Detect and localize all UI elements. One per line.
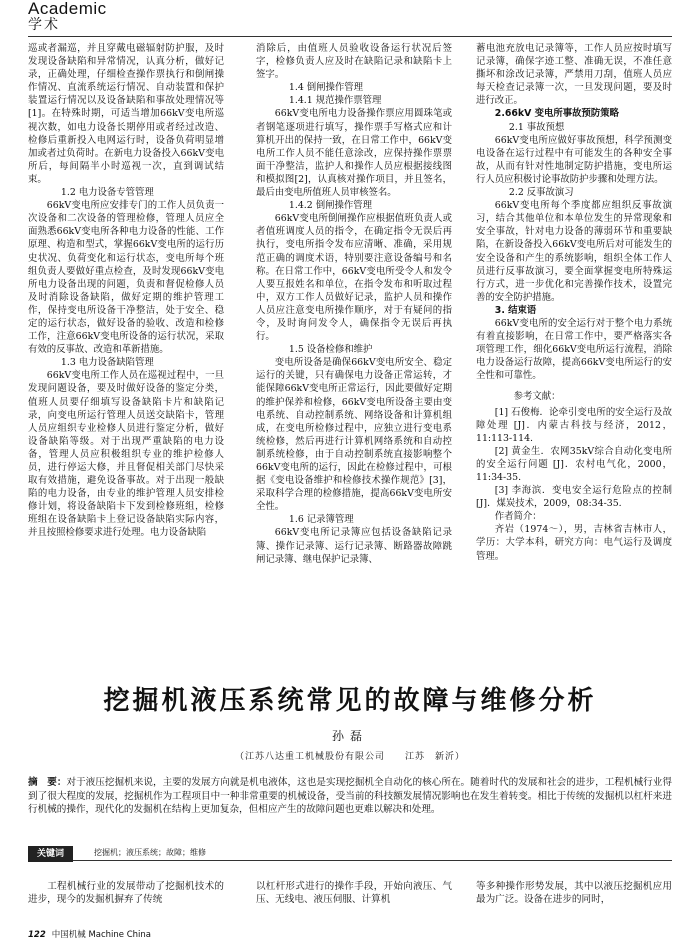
section-heading: 2.2 反事故演习: [508, 187, 574, 199]
abstract: [28, 776, 672, 817]
paragraph: 消除后，由值班人员验收设备运行状况后签字，检修负责人应及时在缺陷记录和缺陷卡上签字。: [256, 43, 452, 81]
column-2: [256, 42, 452, 566]
reference-item: [2] 黄金生．农网35kV综合自动化变电所的安全运行问题 [J]．农村电气化，2000，11:34-35.: [476, 445, 672, 483]
column-3: [476, 42, 672, 563]
body-column-1: [28, 880, 224, 906]
body-text: 工程机械行业的发展带动了挖掘机技术的进步，现今的发掘机摒弃了传统: [28, 881, 224, 906]
paragraph: 66kV变电所应做好事故预想，科学预测变电设备在运行过程中有可能发生的各种安全事故，从而有针对性地制定防护措施，变电所运行人员应积极讨论事故防护步骤和处理方法。: [476, 134, 672, 185]
reference-item: [1] 石俊梅．论牵引变电所的安全运行及故障处理 [J]．内蒙古科技与经济，2012，11:113-114.: [476, 406, 672, 444]
section-heading: 1.5 设备检修和维护: [288, 344, 373, 356]
reference-item: [3] 李海滨．变电安全运行危险点的控制 [J]．煤炭技术，2009，08:34-35.: [476, 485, 672, 510]
article-title: 挖掘机液压系统常见的故障与维修分析: [103, 686, 597, 716]
article-affiliation: （江苏八达重工机械股份有限公司 江苏 新沂）: [234, 752, 465, 762]
keywords-row: [28, 846, 672, 861]
keywords-label: 关键词: [28, 846, 73, 862]
paragraph: 66kV变电所工作人员在巡视过程中，一旦发现问题设备，要及时做好设备的鉴定分类，值班人员要仔细填写设备缺陷卡片和缺陷记录，向变电所运行管理人员送交缺陷卡，管理人员应组织专业检修人员进行鉴定分析，做好设备缺陷等级。对于出现严重缺陷的电力设备，管理人员应积极组织专业的维护检修人员，进行停运大修，并且督促相关部门尽快采取有效措施，避免设备事故。对于出现一般缺陷的电力设备，由专业的维护管理人员安排检修计划，将设备缺陷卡下发到检修班组，检修班组在设备缺陷卡上登记设备缺陷实际内容，并且按照检修要求进行处理。电力设备缺陷: [28, 370, 224, 539]
section-heading: 2.1 事故预想: [508, 121, 565, 133]
paragraph: 66kV变电所记录簿应包括设备缺陷记录簿、操作记录簿、运行记录簿、断路器故障跳闸记录簿、继电保护记录簿、: [256, 527, 452, 565]
body-text: 等多种操作形势发展，其中以液压挖掘机应用最为广泛。设备在进步的同时，: [476, 881, 672, 906]
paragraph: 66kV变电所倒闸操作应根据值班负责人或者值班调度人员的指令，在确定指令无误后再执行，变电所指令发布应清晰、准确，采用规范正确的调度术语，特别要注意设备编号和名称。在日常工作中，66kV变电所受令人和发令人要互报姓名和单位，在指令发布和听取过程中，双方工作人员做好记录，监护人员和操作人员应注意变电所操作顺序，对于有疑问的指令，及时询问发令人，确保指令无误后再执行。: [256, 213, 452, 343]
paragraph: 变电所设备是确保66kV变电所安全、稳定运行的关键，只有确保电力设备正常运转，才能保障66kV变电所正常运行，因此要做好定期的维护保养和检修，66kV变电所设备主要由变电系统、自动控制系统、网络设备和计算机组成，在变电所检修过程中，应独立进行变电系统检修，然后再进行计算机网络系统和自动控制系统检修，由于自动控制系统直接影响整个66kV变电所的运行，因此在检修过程中，可根据《变电设备维护和检修技术操作规范》[3]，采取科学合理的检修措施，提高66kV变电所安全性。: [256, 357, 452, 513]
journal-header: [28, 0, 107, 33]
abstract-label: 摘 要：: [28, 777, 67, 788]
page-number: 122: [28, 930, 46, 940]
brand-title: Academic: [28, 0, 107, 18]
body-text: 以杠杆形式进行的操作手段，开始向液压、气压、无线电、液压伺服、计算机: [256, 881, 452, 906]
author-intro-label: 作者简介：: [494, 511, 542, 523]
paragraph: 蓄电池充放电记录簿等，工作人员应按时填写记录簿，确保字迹工整、准确无误，不准任意撕坏和涂改记录簿，严禁用刀刮，值班人员应每天检查记录簿一次，一旦发现问题，要及时进行改正。: [476, 43, 672, 107]
body-column-2: [256, 880, 452, 906]
paragraph: 巡或者漏巡，并且穿戴电磁辐射防护服，及时发现设备缺陷和异常情况，认真分析，做好记录，正确处理，仔细检查操作票执行和倒闸操作情况、直流系统运行情况、自动装置和保护装置运行情况以及设备缺陷和事故处理情况等[1]。在特殊时期，可适当增加66kV变电所巡视次数，如电力设备长期停用或者经过改造、检修后重新投入电网运行时，设备负荷明显增加或者过负荷时。在新电力设备投入66kV变电所后，每间隔半小时巡视一次，直到调试结束。: [28, 43, 224, 185]
paragraph: 66kV变电所的安全运行对于整个电力系统有着直接影响，在日常工作中，要严格落实各项管理工作，细化66kV变电所运行流程，消除电力设备运行故障，提高66kV变电所运行的安全性和可靠性。: [476, 317, 672, 382]
section-heading: 2.66kV 变电所事故预防策略: [494, 108, 620, 120]
paragraph: 66kV变电所应安排专门的工作人员负责一次设备和二次设备的管理检修，管理人员应全面熟悉66kV变电所各种电力设备的性能、工作原理、构造和型式，掌握66kV变电所的运行历史状况、负荷变化和运行状态，变电所每个班组负责人要做好重点检查，及时发现66kV变电所电力设备出现的问题，负责和督促检修人员及时消除设备缺陷，做好定期的维护管理工作，保持变电所设备干净整洁，处于安全、稳定的运行状态，做好设备的验收、改造和检修工作，注意66kV变电所设备的运行状况，采取有效的反事故、改造和革新措施。: [28, 200, 224, 356]
section-heading: 1.3 电力设备缺陷管理: [60, 357, 154, 369]
column-1: [28, 42, 224, 540]
section-heading: 1.2 电力设备专管管理: [60, 187, 154, 199]
keywords-text: 挖掘机；液压系统；故障；维修: [94, 848, 206, 857]
journal-name: 中国机械 Machine China: [51, 930, 152, 940]
brand-subtitle: 学术: [28, 17, 60, 33]
article-author: 孙磊: [331, 729, 368, 743]
section-heading: 1.4.1 规范操作票管理: [288, 95, 382, 107]
body-column-3: [476, 880, 672, 906]
section-heading: 1.6 记录簿管理: [288, 514, 354, 526]
section-heading: 1.4.2 倒闸操作管理: [288, 200, 372, 212]
paragraph: 66kV变电所电力设备操作票应用圆珠笔或者钢笔逐项进行填写，操作票手写格式应和计算机开出的保持一致，在日常工作中，66kV变电所工作人员不能任意涂改，应保持操作票票面干净整洁，监护人和操作人员应根据接线图和模拟图[2]，认真核对操作项目，并且签名，最后由变电所值班人员审核签名。: [256, 108, 452, 199]
page-footer: [28, 928, 151, 940]
abstract-text: 对于液压挖掘机来说，主要的发展方向就是机电液体，这也是实现挖掘机全自动化的核心所在。随着时代的发展和社会的进步，工程机械行业得到了很大程度的发展，挖掘机作为工程项目中一种非常重要的机械设备，受当前的科技额发展情况影响也在发生着转变。相比于传统的发掘机以杠杆来进行机械的操作，现代化的发掘机在结构上更加复杂，但相应产生的故障问题也更难以解决和处理。: [28, 777, 673, 815]
header-divider: [28, 36, 672, 37]
author-intro-text: 齐岩（1974～），男，吉林省吉林市人，学历：大学本科，研究方向：电气运行及调度管理。: [476, 524, 672, 562]
references-title: 参考文献：: [513, 391, 561, 403]
section-heading: 3. 结束语: [494, 304, 537, 316]
paragraph: 66kV变电所每个季度都应组织反事故演习，结合其他单位和本单位发生的异常现象和安全事故，针对电力设备的薄弱环节和重要缺陷，在新设备投入66kV变电所后对可能发生的安全设备和产生的系统影响，组织全体工作人员进行反事故演习，要全面掌握变电所特殊运行方式，进一步优化和完善操作技术，设置完善的安全防护措施。: [476, 200, 672, 303]
section-heading: 1.4 倒闸操作管理: [288, 82, 364, 94]
